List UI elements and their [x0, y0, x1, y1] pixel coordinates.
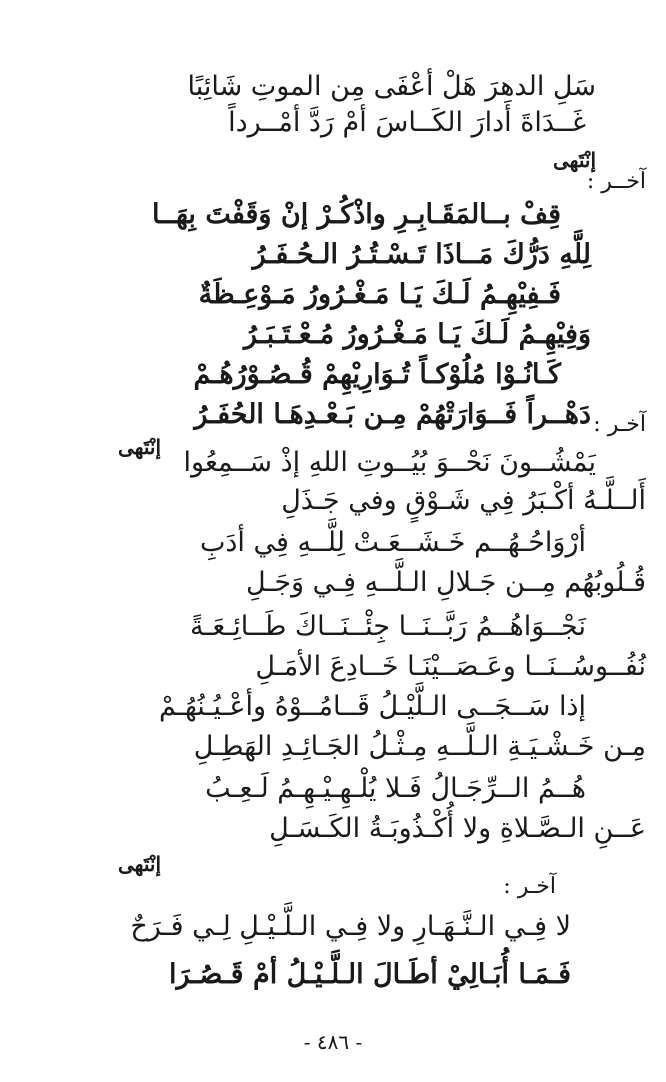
verse-line-1: سَلِ الدهرَ هَلْ أعْفَى مِن الموتِ شَائِبًا: [187, 71, 596, 102]
verse-line-17: هُــمُ الــرِّجَـالُ فَـلا يُلْـهِـيْـهِـمُ لَـعِـبُ: [205, 773, 586, 804]
verse-line-6: وَفِيْهِـمُ لَـكَ يَـا مَـغْـرُورُ مُـعْـتَـبَـرُ: [243, 319, 591, 350]
verse-line-8: دَهْــراً فَــوَارَتْهُمْ مِـن بَـعْـدِهَـا الحُفَـرُ: [194, 399, 591, 430]
verse-line-4: لِلَّهِ دَرُّكَ مَــاذَا تَـسْـتُـرُ الـحُـفَـرُ: [252, 239, 591, 270]
page-number: - ٤٨٦ -: [303, 1030, 363, 1054]
verse-line-10: أَلــلَّـهُ أكْـبَرُ فِي شَـوْقٍ وفي جَـذَلِ: [281, 485, 646, 516]
end-mark-1: إنْتَهى: [552, 148, 596, 172]
verse-line-15: إذا سَــجَــى الـلَّيْـلُ قَــامُــوْهُ وأعْـيُـنُهُـمْ: [158, 691, 586, 722]
verse-line-11: أرْوَاحُـهُــم خَـشَــعَـتْ لِلَّــهِ فِي أدَبِ: [199, 527, 586, 558]
verse-line-18: عَــنِ الـصَّـلاةِ ولا أُكْـذُوبَـةُ الكَـسَـلِ: [269, 813, 646, 844]
verse-line-19: لا فِـي الـنَّـهَـارِ ولا فِـي الـلَّـيْـلِ لِـي فَـرَحٌ: [130, 911, 571, 942]
section-label-3: آخـر :: [503, 874, 556, 899]
section-label-1: آخــر :: [586, 169, 646, 194]
verse-line-14: نُفُــوسُــنَــا وعَـصَــيْنَـا خَــادِعَ الأمَـلِ: [255, 651, 646, 682]
verse-line-16: مِـن خَـشْـيَـةِ الـلَّــهِ مِـثْـلُ الجَـائِـدِ الهَطِـلِ: [193, 731, 646, 762]
verse-line-2: غَــدَاةَ أَدارَ الكَــاسَ أمْ رَدَّ أمْــرداً: [228, 107, 586, 138]
verse-line-5: فَـفِيْهِـمُ لَـكَ يَـا مَـغْـرُورُ مَـوْعِـظَةٌ: [198, 279, 561, 310]
verse-line-13: نَجْــوَاهُــمُ رَبَّــنَــا جِئْــنَــاكَ طَــائِـعَـةً: [189, 611, 586, 642]
verse-line-7: كَـانُـوْا مُلُوْكـاً تُـوَارِيْهِمْ قُـصُـوْرُهُـمْ: [193, 359, 561, 390]
verse-line-20: فَـمَـا أُبَـالِيْ أطَـالَ الـلَّـيْـلُ أمْ قَـصُـرَا: [169, 959, 571, 990]
section-label-2: آخـر :: [593, 412, 646, 437]
end-mark-3: إنْتَهى: [117, 852, 161, 876]
end-mark-2: إنْتَهى: [117, 435, 161, 459]
verse-line-12: قُـلُوبُهُم مِــن جَـلالِ الـلَّــهِ فِـي وَجَـلِ: [246, 567, 646, 598]
verse-line-3: قِفْ بــالمَقَـابِـرِ واذْكُـرْ إنْ وَقَفْتَ بِهَــا: [151, 199, 561, 230]
verse-line-9: يَمْشُــونَ نَحْــوَ بُيُــوتِ اللهِ إذْ سَــمِعُوا: [183, 447, 596, 478]
